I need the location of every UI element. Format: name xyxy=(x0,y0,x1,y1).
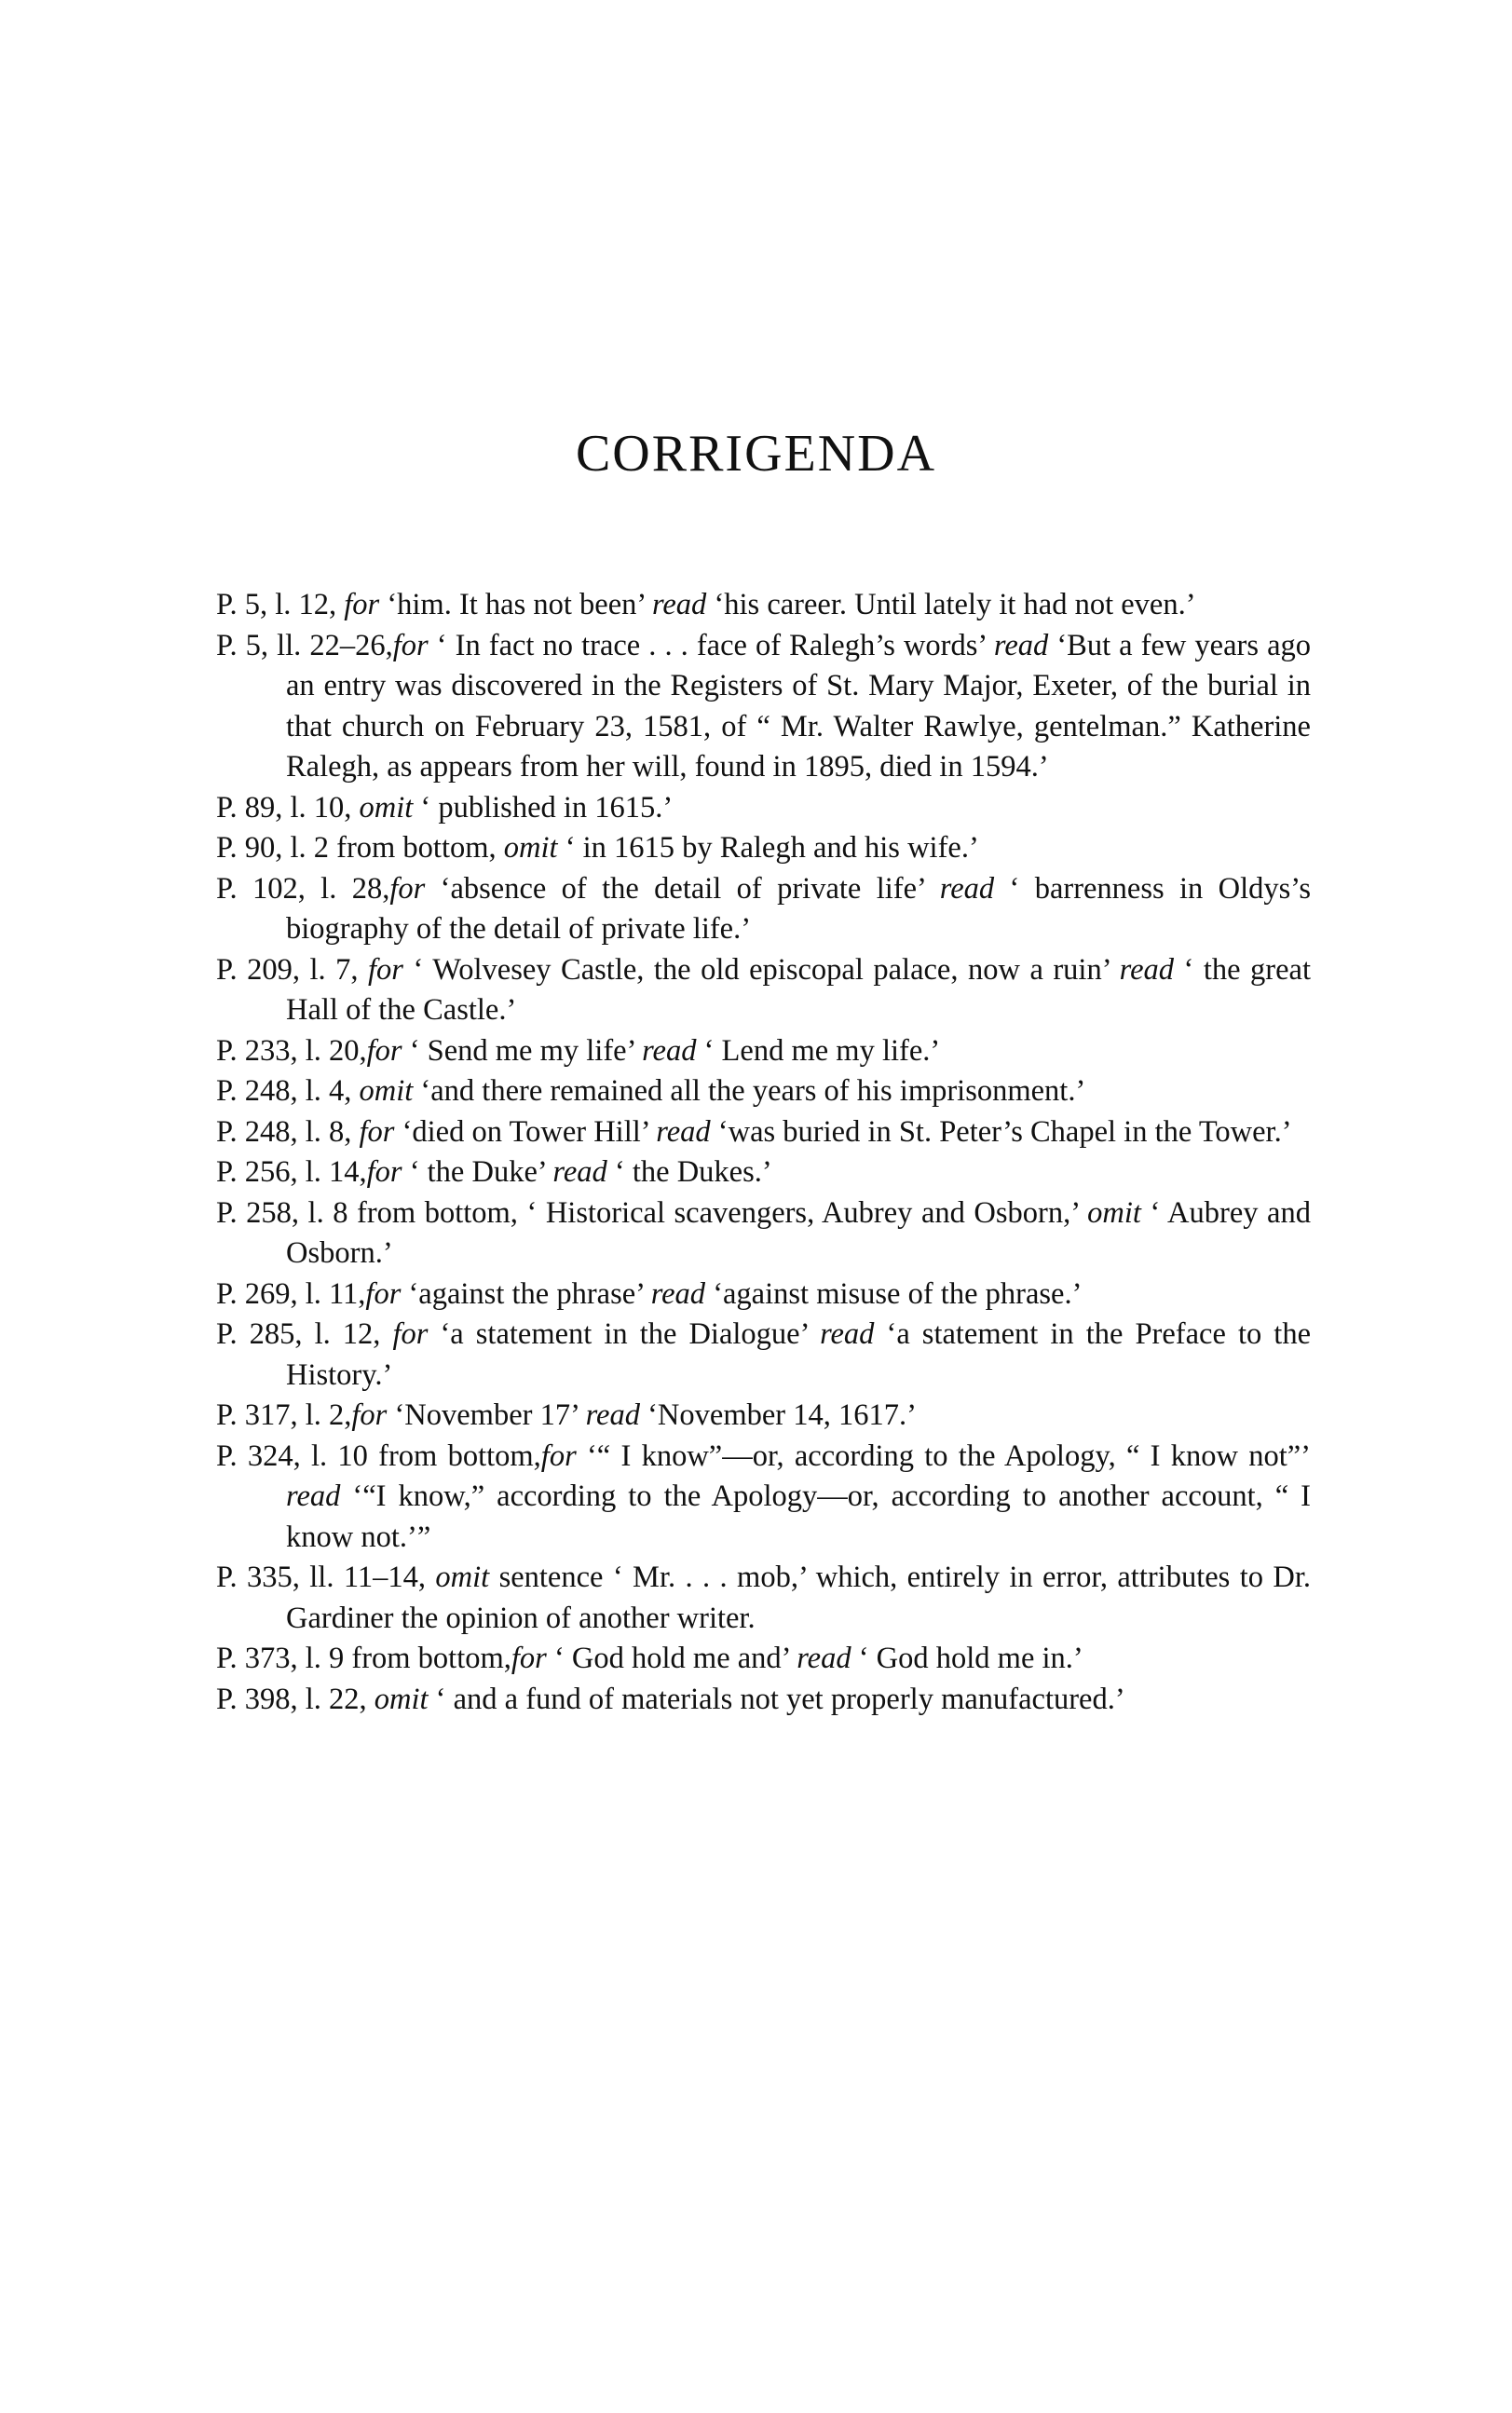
italic-instruction: read xyxy=(797,1642,851,1675)
entry-text xyxy=(359,953,369,987)
entry-reference: P. 233, l. 20, xyxy=(216,1033,367,1068)
corrigenda-entry xyxy=(216,1112,1311,1153)
italic-instruction: for xyxy=(389,871,426,906)
entry-text: ‘ God hold me in.’ xyxy=(851,1642,1083,1675)
entry-text: ‘ Aubrey and Osborn.’ xyxy=(286,1195,1311,1270)
entry-reference: P. 373, l. 9 from bottom, xyxy=(216,1642,511,1675)
entry-text: ‘died on Tower Hill’ xyxy=(394,1114,657,1149)
italic-instruction: omit xyxy=(435,1561,490,1594)
corrigenda-list xyxy=(216,585,1311,1720)
italic-instruction: omit xyxy=(359,790,414,825)
entry-reference: P. 209, l. 7, xyxy=(216,952,359,987)
italic-instruction: read xyxy=(993,628,1049,662)
entry-text: ‘absence of the detail of private life’ xyxy=(425,871,940,906)
corrigenda-entry xyxy=(216,1031,1311,1072)
entry-text: ‘a statement in the Dialogue’ xyxy=(428,1317,821,1351)
entry-text: ‘“I know,” according to the Apology—or, according to another account, “ I know not.’” xyxy=(286,1479,1311,1554)
corrigenda-entry xyxy=(216,869,1311,950)
entry-reference: P. 248, l. 8, xyxy=(216,1114,352,1149)
italic-instruction: read xyxy=(642,1033,697,1068)
entry-text: ‘ Lend me my life.’ xyxy=(696,1033,941,1068)
entry-text: ‘and there remained all the years of his imprisonment.’ xyxy=(413,1074,1086,1108)
entry-text: ‘a statement in the Preface to the History.’ xyxy=(286,1317,1311,1392)
entry-text: ‘November 17’ xyxy=(387,1398,586,1432)
italic-instruction: omit xyxy=(503,831,558,865)
corrigenda-entry xyxy=(216,1558,1311,1639)
corrigenda-entry xyxy=(216,1396,1311,1437)
entry-text: ‘November 14, 1617.’ xyxy=(639,1398,917,1432)
entry-text xyxy=(426,1561,435,1594)
italic-instruction: for xyxy=(368,952,403,987)
corrigenda-entry xyxy=(216,1152,1311,1193)
entry-text: ‘was buried in St. Peter’s Chapel in the Tower.’ xyxy=(710,1114,1292,1149)
entry-text xyxy=(351,791,359,825)
corrigenda-entry xyxy=(216,626,1311,788)
entry-reference: P. 269, l. 11, xyxy=(216,1276,366,1311)
italic-instruction: for xyxy=(344,588,380,621)
corrigenda-entry xyxy=(216,788,1311,829)
entry-text: ‘ and a fund of materials not yet properly manufactured.’ xyxy=(428,1682,1125,1716)
italic-instruction: read xyxy=(820,1317,875,1351)
entry-reference: P. 258, l. 8 from bottom, xyxy=(216,1195,518,1230)
italic-instruction: for xyxy=(351,1398,388,1432)
corrigenda-entry xyxy=(216,1437,1311,1559)
entry-text: ‘against misuse of the phrase.’ xyxy=(705,1276,1083,1311)
entry-reference: P. 5, l. 12, xyxy=(216,588,337,621)
entry-text: ‘ the Dukes.’ xyxy=(606,1155,772,1189)
entry-text: ‘him. It has not been’ xyxy=(379,588,652,621)
entry-text: ‘his career. Until lately it had not even.’ xyxy=(706,588,1196,621)
corrigenda-entry xyxy=(216,1071,1311,1112)
entry-reference: P. 256, l. 14, xyxy=(216,1155,367,1189)
entry-text: ‘ the great Hall of the Castle.’ xyxy=(286,952,1311,1027)
entry-text: ‘But a few years ago an entry was discovered in the Registers of St. Mary Major, Exeter, of the burial in that church on February 23, 1581, of “ Mr. Walter Rawlye, gentelman.” Katherine Ralegh, as appears from her will, found in 1895, died in 1594.’ xyxy=(286,628,1311,784)
italic-instruction: for xyxy=(392,628,429,662)
entry-text: ‘against the phrase’ xyxy=(401,1276,651,1311)
italic-instruction: omit xyxy=(359,1074,414,1108)
entry-reference: P. 335, ll. 11–14, xyxy=(216,1561,426,1594)
italic-instruction: read xyxy=(1119,952,1175,987)
entry-text: ‘ In fact no trace . . . face of Ralegh’s words’ xyxy=(428,628,994,662)
page-title: CORRIGENDA xyxy=(575,425,937,483)
italic-instruction: read xyxy=(286,1479,341,1513)
corrigenda-entry xyxy=(216,1680,1311,1721)
italic-instruction: read xyxy=(656,1114,711,1149)
entry-text: ‘ Historical scavengers, Aubrey and Osborn,’ xyxy=(517,1195,1088,1230)
entry-text: ‘ published in 1615.’ xyxy=(413,790,674,825)
corrigenda-entry xyxy=(216,1275,1311,1316)
italic-instruction: omit xyxy=(374,1682,429,1716)
entry-reference: P. 317, l. 2, xyxy=(216,1398,352,1432)
corrigenda-entry xyxy=(216,1193,1311,1275)
italic-instruction: read xyxy=(585,1398,640,1432)
entry-text xyxy=(380,1317,392,1351)
entry-text: sentence ‘ Mr. . . . mob,’ which, entirely in error, attributes to Dr. Gardiner the opinion of another writer. xyxy=(286,1561,1311,1635)
italic-instruction: for xyxy=(359,1114,395,1149)
italic-instruction: for xyxy=(540,1438,577,1473)
italic-instruction: for xyxy=(366,1155,402,1189)
entry-reference: P. 398, l. 22, xyxy=(216,1682,367,1716)
corrigenda-entry xyxy=(216,585,1311,626)
entry-reference: P. 102, l. 28, xyxy=(216,871,390,906)
entry-text: ‘ in 1615 by Ralegh and his wife.’ xyxy=(557,831,979,865)
entry-reference: P. 248, l. 4, xyxy=(216,1074,352,1108)
entry-text xyxy=(497,831,504,865)
italic-instruction: read xyxy=(552,1155,607,1189)
entry-reference: P. 90, l. 2 from bottom, xyxy=(216,831,497,865)
entry-text xyxy=(351,1074,359,1108)
corrigenda-entry xyxy=(216,828,1311,869)
entry-text xyxy=(351,1115,359,1149)
corrigenda-entry xyxy=(216,950,1311,1031)
corrigenda-entry xyxy=(216,1639,1311,1680)
entry-text: ‘ Send me my life’ xyxy=(402,1033,643,1068)
corrigenda-entry xyxy=(216,1315,1311,1396)
entry-reference: P. 89, l. 10, xyxy=(216,790,352,825)
italic-instruction: for xyxy=(392,1317,429,1351)
italic-instruction: for xyxy=(511,1642,547,1675)
entry-text: ‘ Wolvesey Castle, the old episcopal palace, now a ruin’ xyxy=(402,952,1120,987)
entry-text: ‘ the Duke’ xyxy=(402,1155,553,1189)
entry-reference: P. 285, l. 12, xyxy=(216,1317,381,1351)
entry-text: ‘ barrenness in Oldys’s biography of the detail of private life.’ xyxy=(286,871,1311,946)
entry-text: ‘“ I know”—or, according to the Apology, “ I know not”’ xyxy=(576,1438,1311,1473)
italic-instruction: read xyxy=(650,1276,706,1311)
entry-text: ‘ God hold me and’ xyxy=(546,1642,797,1675)
entry-reference: P. 324, l. 10 from bottom, xyxy=(216,1438,541,1473)
italic-instruction: for xyxy=(366,1033,402,1068)
italic-instruction: omit xyxy=(1087,1195,1141,1230)
entry-text xyxy=(367,1683,375,1716)
italic-instruction: read xyxy=(939,871,995,906)
italic-instruction: read xyxy=(651,588,707,621)
italic-instruction: for xyxy=(365,1276,402,1311)
entry-reference: P. 5, ll. 22–26, xyxy=(216,628,393,662)
